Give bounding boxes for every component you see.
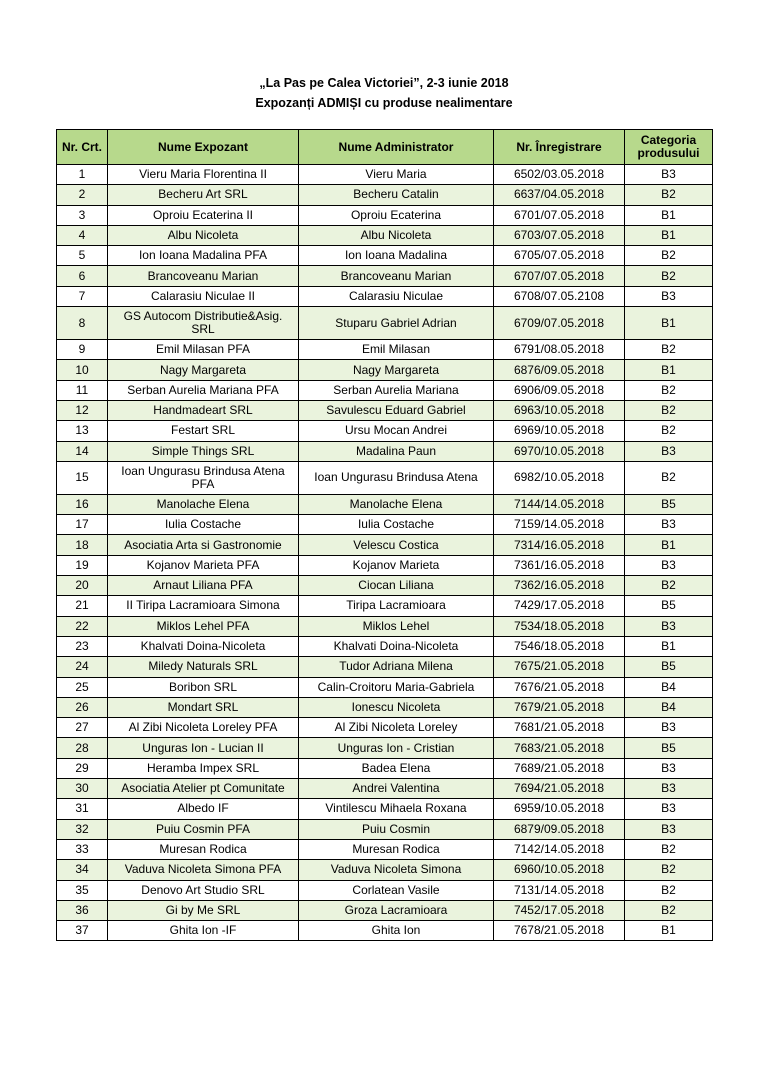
table-row [57, 535, 713, 555]
cell-nr-crt: 28 [57, 738, 108, 758]
table-row [57, 266, 713, 286]
cell-nr-inregistrare: 6879/09.05.2018 [494, 819, 625, 839]
cell-nume-administrator: Ghita Ion [299, 921, 494, 941]
cell-nume-expozant: Brancoveanu Marian [108, 266, 299, 286]
table-row [57, 441, 713, 461]
cell-categoria: B2 [625, 266, 713, 286]
cell-nr-inregistrare: 6637/04.05.2018 [494, 185, 625, 205]
cell-nume-expozant: Nagy Margareta [108, 360, 299, 380]
cell-nume-expozant: Vieru Maria Florentina II [108, 165, 299, 185]
cell-nr-crt: 29 [57, 758, 108, 778]
cell-categoria: B5 [625, 738, 713, 758]
cell-nume-administrator: Tiripa Lacramioara [299, 596, 494, 616]
table-row [57, 494, 713, 514]
cell-categoria: B3 [625, 441, 713, 461]
cell-categoria: B2 [625, 380, 713, 400]
cell-nume-expozant: Unguras Ion - Lucian II [108, 738, 299, 758]
cell-nume-expozant: Becheru Art SRL [108, 185, 299, 205]
cell-nr-inregistrare: 7681/21.05.2018 [494, 718, 625, 738]
cell-nume-expozant: Miklos Lehel PFA [108, 616, 299, 636]
cell-nr-inregistrare: 7694/21.05.2018 [494, 779, 625, 799]
cell-nume-administrator: Tudor Adriana Milena [299, 657, 494, 677]
cell-nr-crt: 8 [57, 307, 108, 340]
cell-categoria: B5 [625, 494, 713, 514]
cell-nume-administrator: Brancoveanu Marian [299, 266, 494, 286]
cell-nume-administrator: Ionescu Nicoleta [299, 697, 494, 717]
cell-nr-crt: 5 [57, 246, 108, 266]
table-row [57, 555, 713, 575]
cell-nr-crt: 14 [57, 441, 108, 461]
cell-nume-administrator: Madalina Paun [299, 441, 494, 461]
cell-nr-crt: 25 [57, 677, 108, 697]
cell-nr-crt: 7 [57, 286, 108, 306]
cell-nr-crt: 9 [57, 340, 108, 360]
cell-categoria: B3 [625, 555, 713, 575]
cell-nume-administrator: Ioan Ungurasu Brindusa Atena [299, 461, 494, 494]
cell-nr-crt: 11 [57, 380, 108, 400]
cell-nr-crt: 12 [57, 400, 108, 420]
cell-nr-crt: 34 [57, 860, 108, 880]
cell-nume-administrator: Badea Elena [299, 758, 494, 778]
cell-nr-crt: 22 [57, 616, 108, 636]
cell-nume-administrator: Andrei Valentina [299, 779, 494, 799]
table-row [57, 576, 713, 596]
table-row [57, 340, 713, 360]
cell-nume-administrator: Iulia Costache [299, 515, 494, 535]
cell-categoria: B5 [625, 596, 713, 616]
cell-categoria: B2 [625, 839, 713, 859]
cell-nume-expozant: Denovo Art Studio SRL [108, 880, 299, 900]
table-row [57, 718, 713, 738]
cell-nr-crt: 27 [57, 718, 108, 738]
cell-nume-administrator: Manolache Elena [299, 494, 494, 514]
cell-nr-crt: 37 [57, 921, 108, 941]
cell-nr-inregistrare: 7534/18.05.2018 [494, 616, 625, 636]
cell-nume-expozant: Asociatia Arta si Gastronomie [108, 535, 299, 555]
cell-nr-inregistrare: 7676/21.05.2018 [494, 677, 625, 697]
cell-nr-crt: 18 [57, 535, 108, 555]
cell-nume-expozant: Arnaut Liliana PFA [108, 576, 299, 596]
table-row [57, 360, 713, 380]
cell-categoria: B4 [625, 697, 713, 717]
cell-nume-administrator: Miklos Lehel [299, 616, 494, 636]
cell-nr-inregistrare: 6959/10.05.2018 [494, 799, 625, 819]
cell-nume-expozant: Handmadeart SRL [108, 400, 299, 420]
cell-categoria: B3 [625, 758, 713, 778]
document-subtitle: Expozanți ADMIȘI cu produse nealimentare [255, 96, 513, 110]
table-row [57, 616, 713, 636]
cell-nr-inregistrare: 6960/10.05.2018 [494, 860, 625, 880]
table-row [57, 839, 713, 859]
cell-nume-expozant: Ghita Ion -IF [108, 921, 299, 941]
exhibitors-table [56, 129, 713, 941]
cell-nr-inregistrare: 6703/07.05.2018 [494, 225, 625, 245]
cell-categoria: B1 [625, 307, 713, 340]
cell-nume-expozant: Mondart SRL [108, 697, 299, 717]
cell-nr-inregistrare: 6906/09.05.2018 [494, 380, 625, 400]
cell-nume-administrator: Emil Milasan [299, 340, 494, 360]
cell-nr-crt: 20 [57, 576, 108, 596]
cell-nume-expozant: II Tiripa Lacramioara Simona [108, 596, 299, 616]
table-row [57, 819, 713, 839]
cell-nume-administrator: Vintilescu Mihaela Roxana [299, 799, 494, 819]
cell-nr-inregistrare: 7679/21.05.2018 [494, 697, 625, 717]
cell-nr-crt: 6 [57, 266, 108, 286]
table-row [57, 165, 713, 185]
cell-nr-inregistrare: 7142/14.05.2018 [494, 839, 625, 859]
table-row [57, 758, 713, 778]
cell-nume-administrator: Corlatean Vasile [299, 880, 494, 900]
cell-categoria: B2 [625, 900, 713, 920]
cell-nr-crt: 15 [57, 461, 108, 494]
cell-nume-expozant: Al Zibi Nicoleta Loreley PFA [108, 718, 299, 738]
column-header-categoria: Categoria produsului [625, 130, 713, 165]
table-row [57, 677, 713, 697]
cell-nume-administrator: Ciocan Liliana [299, 576, 494, 596]
cell-nr-inregistrare: 7131/14.05.2018 [494, 880, 625, 900]
table-row [57, 421, 713, 441]
cell-categoria: B2 [625, 340, 713, 360]
cell-nr-crt: 10 [57, 360, 108, 380]
cell-nume-expozant: Muresan Rodica [108, 839, 299, 859]
cell-nume-expozant: Asociatia Atelier pt Comunitate [108, 779, 299, 799]
cell-categoria: B3 [625, 616, 713, 636]
cell-nume-expozant: Oproiu Ecaterina II [108, 205, 299, 225]
cell-categoria: B2 [625, 246, 713, 266]
cell-nume-expozant: Miledy Naturals SRL [108, 657, 299, 677]
cell-categoria: B1 [625, 921, 713, 941]
cell-nume-administrator: Vieru Maria [299, 165, 494, 185]
table-row [57, 657, 713, 677]
document-header [0, 73, 768, 113]
table-row [57, 596, 713, 616]
table-row [57, 307, 713, 340]
table-row [57, 246, 713, 266]
cell-nr-inregistrare: 7546/18.05.2018 [494, 636, 625, 656]
cell-nume-expozant: Boribon SRL [108, 677, 299, 697]
cell-nume-expozant: Puiu Cosmin PFA [108, 819, 299, 839]
table-row [57, 900, 713, 920]
cell-categoria: B2 [625, 400, 713, 420]
cell-nr-inregistrare: 7429/17.05.2018 [494, 596, 625, 616]
cell-nr-inregistrare: 7683/21.05.2018 [494, 738, 625, 758]
cell-categoria: B1 [625, 360, 713, 380]
cell-nume-expozant: Heramba Impex SRL [108, 758, 299, 778]
table-row [57, 738, 713, 758]
cell-nume-administrator: Khalvati Doina-Nicoleta [299, 636, 494, 656]
cell-categoria: B3 [625, 165, 713, 185]
cell-nr-crt: 21 [57, 596, 108, 616]
cell-nume-expozant: Manolache Elena [108, 494, 299, 514]
cell-nr-inregistrare: 7159/14.05.2018 [494, 515, 625, 535]
cell-nr-inregistrare: 6707/07.05.2018 [494, 266, 625, 286]
cell-nume-administrator: Unguras Ion - Cristian [299, 738, 494, 758]
cell-nume-expozant: Albu Nicoleta [108, 225, 299, 245]
cell-nr-crt: 1 [57, 165, 108, 185]
cell-nr-inregistrare: 7678/21.05.2018 [494, 921, 625, 941]
cell-nume-administrator: Savulescu Eduard Gabriel [299, 400, 494, 420]
cell-nr-inregistrare: 6708/07.05.2108 [494, 286, 625, 306]
cell-nume-administrator: Ursu Mocan Andrei [299, 421, 494, 441]
cell-nr-inregistrare: 7689/21.05.2018 [494, 758, 625, 778]
cell-categoria: B3 [625, 515, 713, 535]
cell-categoria: B3 [625, 718, 713, 738]
cell-nume-expozant: Calarasiu Niculae II [108, 286, 299, 306]
cell-nr-inregistrare: 7452/17.05.2018 [494, 900, 625, 920]
cell-nume-administrator: Serban Aurelia Mariana [299, 380, 494, 400]
cell-nume-administrator: Kojanov Marieta [299, 555, 494, 575]
cell-nr-crt: 23 [57, 636, 108, 656]
cell-nr-crt: 26 [57, 697, 108, 717]
cell-nr-crt: 4 [57, 225, 108, 245]
cell-nume-administrator: Becheru Catalin [299, 185, 494, 205]
cell-nume-expozant: Gi by Me SRL [108, 900, 299, 920]
cell-categoria: B2 [625, 576, 713, 596]
cell-nume-expozant: Vaduva Nicoleta Simona PFA [108, 860, 299, 880]
table-row [57, 515, 713, 535]
cell-nume-expozant: Festart SRL [108, 421, 299, 441]
cell-nume-expozant: Kojanov Marieta PFA [108, 555, 299, 575]
cell-categoria: B2 [625, 185, 713, 205]
table-row [57, 779, 713, 799]
cell-nr-crt: 35 [57, 880, 108, 900]
cell-categoria: B3 [625, 779, 713, 799]
cell-nume-expozant: Khalvati Doina-Nicoleta [108, 636, 299, 656]
cell-nume-expozant: Ioan Ungurasu Brindusa Atena PFA [108, 461, 299, 494]
column-header-nume-administrator: Nume Administrator [299, 130, 494, 165]
column-header-nume-expozant: Nume Expozant [108, 130, 299, 165]
cell-nr-inregistrare: 6709/07.05.2018 [494, 307, 625, 340]
table-row [57, 860, 713, 880]
cell-nume-administrator: Al Zibi Nicoleta Loreley [299, 718, 494, 738]
cell-categoria: B3 [625, 286, 713, 306]
cell-categoria: B1 [625, 535, 713, 555]
cell-nume-expozant: Emil Milasan PFA [108, 340, 299, 360]
cell-categoria: B2 [625, 461, 713, 494]
cell-nr-inregistrare: 7362/16.05.2018 [494, 576, 625, 596]
cell-categoria: B1 [625, 636, 713, 656]
table-row [57, 286, 713, 306]
cell-nume-administrator: Albu Nicoleta [299, 225, 494, 245]
document-title: „La Pas pe Calea Victoriei”, 2-3 iunie 2018 [259, 76, 509, 90]
cell-nume-expozant: GS Autocom Distributie&Asig. SRL [108, 307, 299, 340]
cell-nr-crt: 24 [57, 657, 108, 677]
table-row [57, 880, 713, 900]
cell-nr-inregistrare: 7314/16.05.2018 [494, 535, 625, 555]
cell-nume-administrator: Nagy Margareta [299, 360, 494, 380]
cell-nume-administrator: Stuparu Gabriel Adrian [299, 307, 494, 340]
cell-categoria: B2 [625, 860, 713, 880]
cell-nume-administrator: Vaduva Nicoleta Simona [299, 860, 494, 880]
cell-nr-inregistrare: 6791/08.05.2018 [494, 340, 625, 360]
table-row [57, 636, 713, 656]
table-row [57, 205, 713, 225]
cell-categoria: B2 [625, 880, 713, 900]
exhibitors-table-container [56, 129, 713, 941]
cell-nr-inregistrare: 6876/09.05.2018 [494, 360, 625, 380]
table-row [57, 380, 713, 400]
table-row [57, 185, 713, 205]
cell-nume-administrator: Velescu Costica [299, 535, 494, 555]
cell-nr-inregistrare: 6969/10.05.2018 [494, 421, 625, 441]
table-header-row [57, 130, 713, 165]
cell-nr-crt: 33 [57, 839, 108, 859]
column-header-nr-inregistrare: Nr. Înregistrare [494, 130, 625, 165]
cell-categoria: B2 [625, 421, 713, 441]
cell-nr-inregistrare: 7144/14.05.2018 [494, 494, 625, 514]
cell-nume-expozant: Serban Aurelia Mariana PFA [108, 380, 299, 400]
cell-nr-crt: 13 [57, 421, 108, 441]
table-row [57, 921, 713, 941]
table-row [57, 697, 713, 717]
cell-nr-inregistrare: 7675/21.05.2018 [494, 657, 625, 677]
cell-nr-crt: 36 [57, 900, 108, 920]
column-header-nr-crt: Nr. Crt. [57, 130, 108, 165]
cell-nume-expozant: Simple Things SRL [108, 441, 299, 461]
cell-nume-expozant: Albedo IF [108, 799, 299, 819]
cell-nume-administrator: Ion Ioana Madalina [299, 246, 494, 266]
cell-categoria: B1 [625, 225, 713, 245]
table-row [57, 461, 713, 494]
cell-nr-inregistrare: 7361/16.05.2018 [494, 555, 625, 575]
cell-nr-inregistrare: 6502/03.05.2018 [494, 165, 625, 185]
cell-nr-inregistrare: 6701/07.05.2018 [494, 205, 625, 225]
cell-nume-administrator: Oproiu Ecaterina [299, 205, 494, 225]
cell-nr-inregistrare: 6705/07.05.2018 [494, 246, 625, 266]
table-row [57, 400, 713, 420]
cell-nume-administrator: Calarasiu Niculae [299, 286, 494, 306]
cell-nr-crt: 30 [57, 779, 108, 799]
cell-nr-crt: 2 [57, 185, 108, 205]
cell-nr-inregistrare: 6970/10.05.2018 [494, 441, 625, 461]
table-row [57, 225, 713, 245]
cell-nume-administrator: Calin-Croitoru Maria-Gabriela [299, 677, 494, 697]
cell-nr-crt: 32 [57, 819, 108, 839]
cell-nr-crt: 31 [57, 799, 108, 819]
cell-nr-crt: 3 [57, 205, 108, 225]
cell-nr-crt: 17 [57, 515, 108, 535]
cell-nume-expozant: Ion Ioana Madalina PFA [108, 246, 299, 266]
cell-categoria: B3 [625, 819, 713, 839]
table-body [57, 165, 713, 941]
cell-nr-crt: 16 [57, 494, 108, 514]
cell-nr-crt: 19 [57, 555, 108, 575]
cell-categoria: B1 [625, 205, 713, 225]
table-row [57, 799, 713, 819]
cell-nume-administrator: Puiu Cosmin [299, 819, 494, 839]
cell-nume-administrator: Muresan Rodica [299, 839, 494, 859]
cell-nr-inregistrare: 6982/10.05.2018 [494, 461, 625, 494]
cell-categoria: B3 [625, 799, 713, 819]
cell-categoria: B5 [625, 657, 713, 677]
cell-categoria: B4 [625, 677, 713, 697]
cell-nr-inregistrare: 6963/10.05.2018 [494, 400, 625, 420]
cell-nume-administrator: Groza Lacramioara [299, 900, 494, 920]
cell-nume-expozant: Iulia Costache [108, 515, 299, 535]
